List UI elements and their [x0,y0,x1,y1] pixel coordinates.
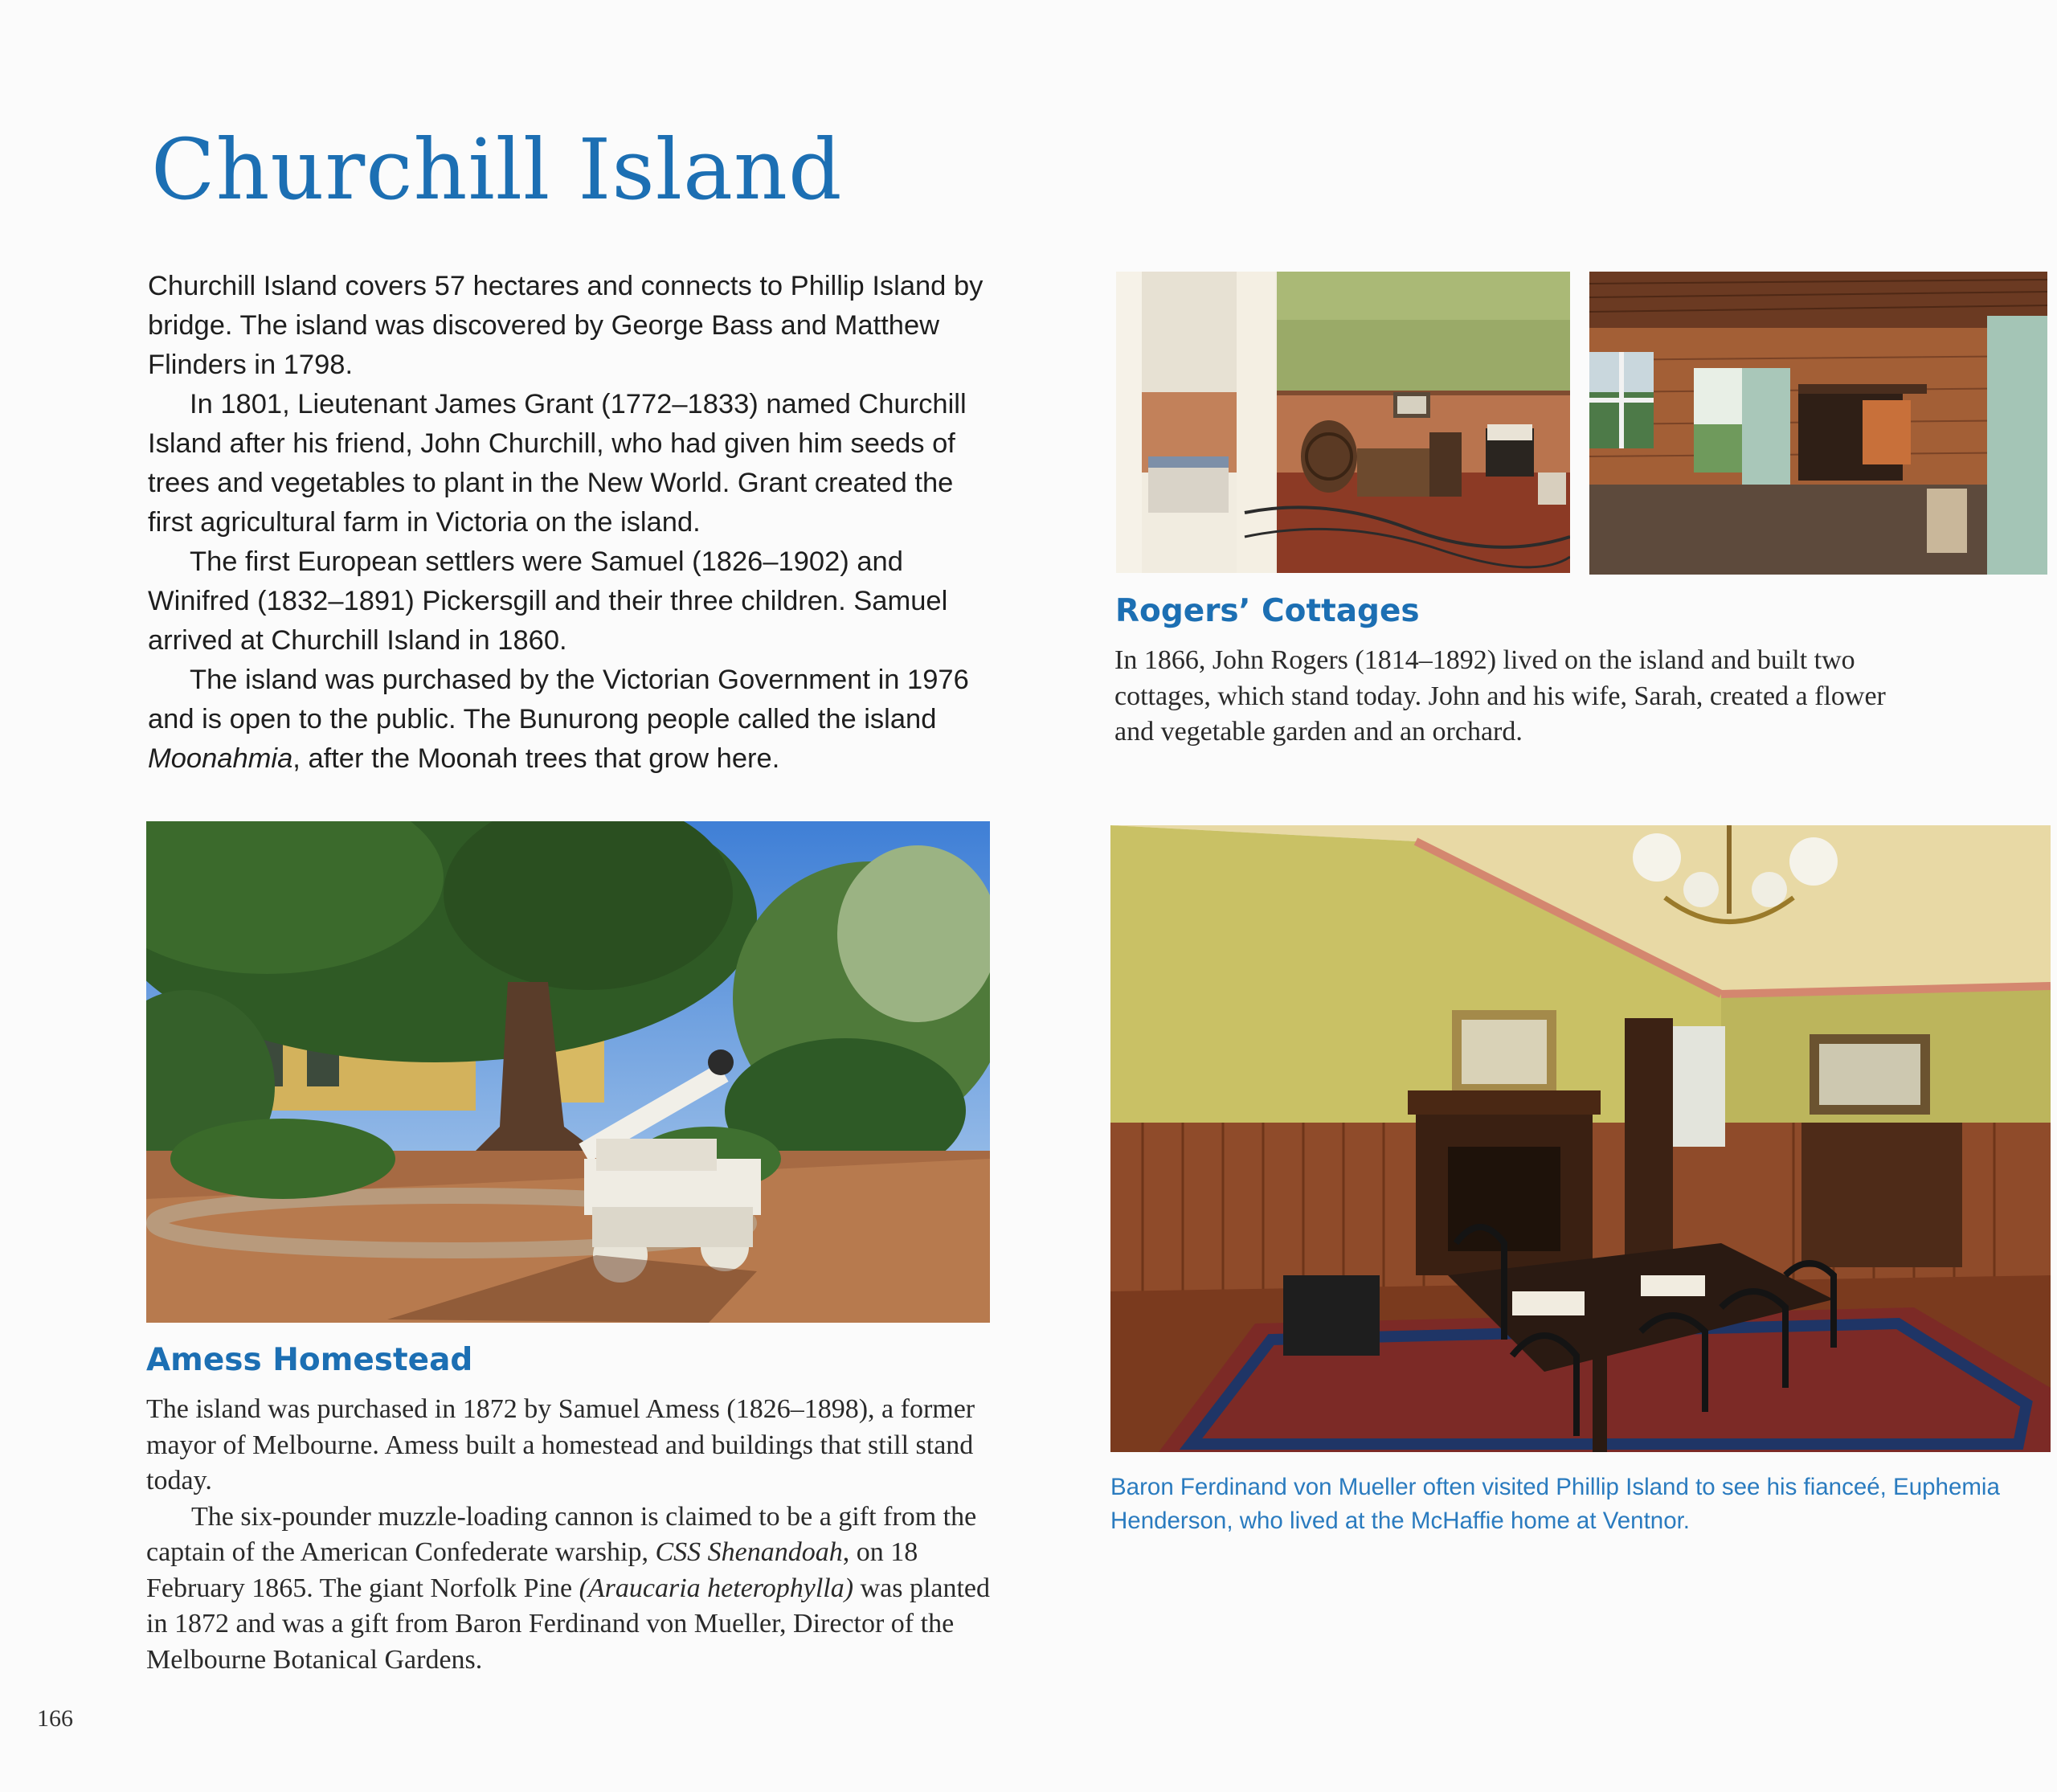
species-name-italic: (Araucaria heterophylla) [579,1573,854,1603]
amess-text-span: , on 18 February 1865. The giant Norfolk Pine [146,1537,918,1603]
rogers-cottages-text [1114,643,1926,751]
amess-homestead-text [146,1392,990,1678]
amess-text-span: was planted in 1872 and was a gift from Baron Ferdinand von Mueller, Director of the Melbourne Botanical Gardens. [146,1573,991,1675]
ship-name-italic: CSS Shenandoah [655,1537,843,1567]
dining-room-photo [1110,825,2051,1452]
amess-text-span: The six-pounder muzzle-loading cannon is claimed to be a gift from the captain of the American Confederate warship, [146,1501,977,1567]
intro-text [148,267,1000,779]
intro-text-span: The island was purchased by the Victorian Government in 1976 and is open to the public. The Bunurong people called the island [148,665,969,734]
rogers-paragraph: In 1866, John Rogers (1814–1892) lived on the island and built two cottages, which stand today. John and his wife, Sarah, created a flower and vegetable garden and an orchard. [1114,645,1886,747]
garden-cannon-photo [146,821,990,1323]
intro-paragraph: The first European settlers were Samuel (1826–1902) and Winifred (1832–1891) Pickersgill and their three children. Samuel arrived at Churchill Island in 1860. [148,546,948,656]
page-title: Churchill Island [151,121,843,219]
amess-paragraph [146,1499,990,1679]
page-number: 166 [37,1705,73,1732]
rogers-cottages-heading: Rogers’ Cottages [1115,593,1420,629]
cottage-kitchen-photo [1589,272,2047,575]
intro-text-span: , after the Moonah trees that grow here. [292,743,780,774]
photo-caption: Baron Ferdinand von Mueller often visited Phillip Island to see his fianceé, Euphemia Henderson, who lived at the McHaffie home at Ventnor. [1110,1474,2000,1534]
intro-paragraph [148,661,1000,779]
moonahmia-italic: Moonahmia [148,743,293,774]
intro-paragraph: Churchill Island covers 57 hectares and connects to Phillip Island by bridge. The island was discovered by George Bass and Matthew Flinders in 1798. [148,271,984,380]
intro-paragraph: In 1801, Lieutenant James Grant (1772–1833) named Churchill Island after his friend, John Churchill, who had given him seeds of trees and vegetables to plant in the New World. Grant created the first agricultural farm in Victoria on the island. [148,389,967,538]
amess-paragraph: The island was purchased in 1872 by Samuel Amess (1826–1898), a former mayor of Melbourne. Amess built a homestead and buildings that still stand today. [146,1394,975,1495]
amess-homestead-heading: Amess Homestead [146,1342,473,1378]
cottage-bedroom-photo [1116,272,1570,573]
